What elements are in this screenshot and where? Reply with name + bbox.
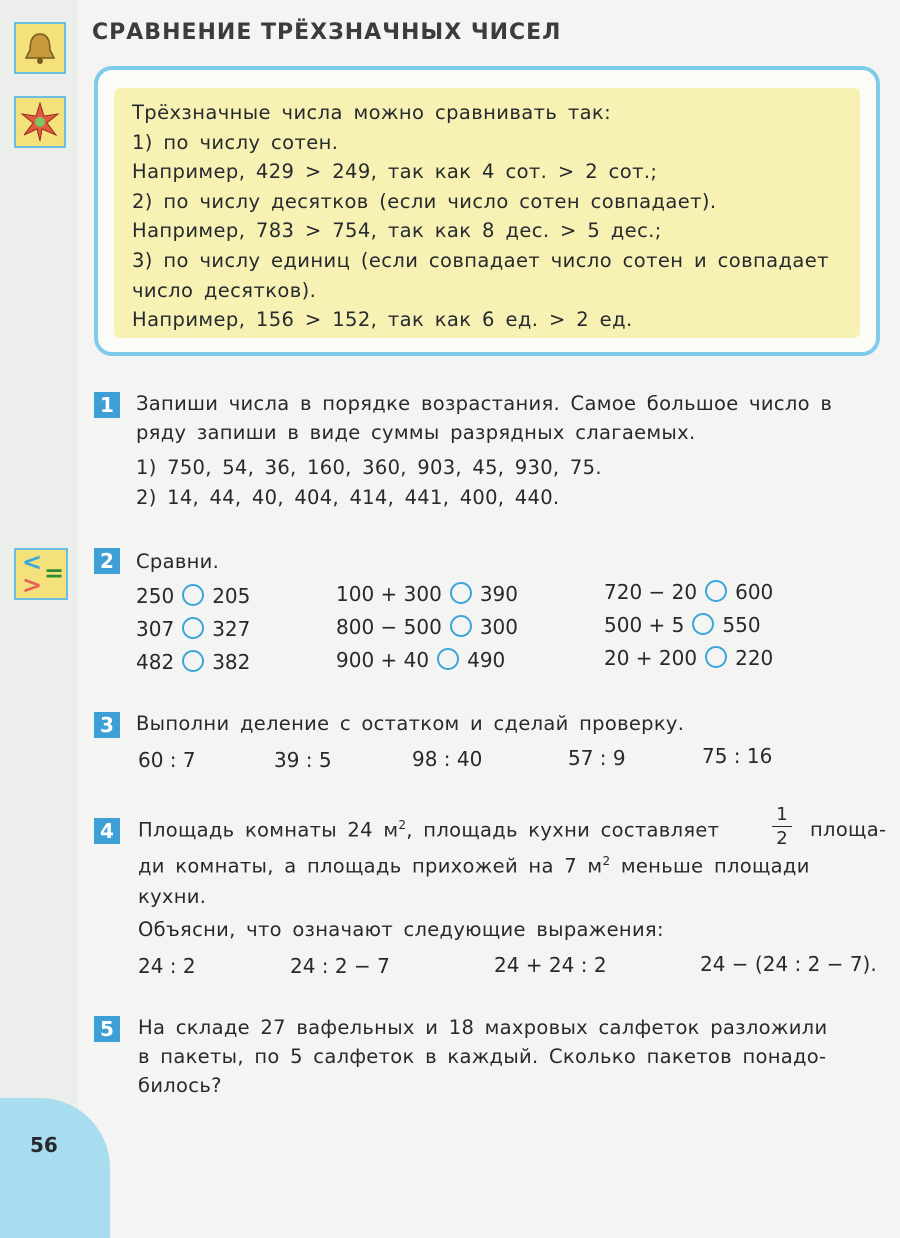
task-number: 5 <box>94 1016 120 1042</box>
task4-text: площа- <box>810 818 887 841</box>
division-item: 98 : 40 <box>412 747 483 771</box>
answer-circle[interactable] <box>692 613 714 635</box>
task-number: 2 <box>94 548 120 574</box>
task5-text: билось? <box>138 1074 222 1097</box>
expression: 24 + 24 : 2 <box>494 953 607 977</box>
compare-item: 800 − 500 300 <box>336 615 519 639</box>
task1-text: ряду запиши в виде суммы разрядных слагаемых. <box>136 421 696 444</box>
task-number: 1 <box>94 392 120 418</box>
compare-item: 720 − 20 600 <box>604 580 774 604</box>
task4-text: ди комнаты, а площадь прихожей на 7 $м^2$ меньше площади <box>138 854 810 878</box>
expression: 24 : 2 − 7 <box>290 954 390 978</box>
task-number: 3 <box>94 712 120 738</box>
task2-label: Сравни. <box>136 550 220 573</box>
answer-circle[interactable] <box>437 648 459 670</box>
answer-circle[interactable] <box>450 582 472 604</box>
task1-text: Запиши числа в порядке возрастания. Самое большое число в <box>136 392 833 415</box>
expression: 24 − (24 : 2 − 7). <box>700 952 877 976</box>
task1-row: 2) 14, 44, 40, 404, 414, 441, 400, 440. <box>136 486 560 509</box>
rule-line: 2) по числу десятков (если число сотен совпадает). <box>132 189 717 213</box>
compare-signs-icon <box>14 548 68 600</box>
rule-line: 3) по числу единиц (если совпадает число сотен и совпадает <box>132 248 829 272</box>
compare-item: 500 + 5 550 <box>604 613 761 637</box>
division-item: 75 : 16 <box>702 744 773 768</box>
compare-item: 482 382 <box>136 650 251 674</box>
fraction-one-half: 1 2 <box>772 804 792 849</box>
task5-text: в пакеты, по 5 салфеток в каждый. Сколько пакетов понадо- <box>138 1045 827 1068</box>
task4-text: Объясни, что означают следующие выражения: <box>138 918 664 941</box>
equals-sign: = <box>44 559 65 587</box>
rule-line: 1) по числу сотен. <box>132 130 339 154</box>
task1-row: 1) 750, 54, 36, 160, 360, 903, 45, 930, 75. <box>136 456 602 479</box>
task-number: 4 <box>94 818 120 844</box>
compare-item: 100 + 300 390 <box>336 582 519 606</box>
task3-text: Выполни деление с остатком и сделай проверку. <box>136 712 685 735</box>
rule-text <box>132 98 829 335</box>
answer-circle[interactable] <box>182 650 204 672</box>
page-number: 56 <box>30 1133 58 1157</box>
page-title: СРАВНЕНИЕ ТРЁХЗНАЧНЫХ ЧИСЕЛ <box>92 20 562 45</box>
rule-line: Например, 429 > 249, так как 4 сот. > 2 сот.; <box>132 160 658 184</box>
task5-text: На складе 27 вафельных и 18 махровых салфеток разложили <box>138 1016 828 1039</box>
rule-line: Например, 156 > 152, так как 6 ед. > 2 ед. <box>132 308 633 332</box>
answer-circle[interactable] <box>705 646 727 668</box>
answer-circle[interactable] <box>450 615 472 637</box>
bell-icon <box>14 22 66 74</box>
star-icon <box>14 96 66 148</box>
greater-than-sign: > <box>22 571 43 599</box>
rule-line: Например, 783 > 754, так как 8 дес. > 5 дес.; <box>132 219 662 243</box>
division-item: 57 : 9 <box>568 746 626 770</box>
expression: 24 : 2 <box>138 954 196 978</box>
rule-line: Трёхзначные числа можно сравнивать так: <box>132 101 612 124</box>
compare-item: 307 327 <box>136 617 251 641</box>
division-item: 60 : 7 <box>138 748 196 772</box>
answer-circle[interactable] <box>705 580 727 602</box>
less-than-sign: < <box>22 548 43 576</box>
task4-text: Площадь комнаты 24 $м^2$, площадь кухни составляет <box>138 818 720 842</box>
rule-line: число десятков). <box>132 278 317 302</box>
division-item: 39 : 5 <box>274 748 332 772</box>
compare-item: 20 + 200 220 <box>604 646 774 670</box>
compare-item: 900 + 40 490 <box>336 648 506 672</box>
left-margin-strip <box>0 0 78 1200</box>
page-corner-tab <box>0 1098 110 1238</box>
answer-circle[interactable] <box>182 584 204 606</box>
compare-item: 250 205 <box>136 584 251 608</box>
task4-text: кухни. <box>138 885 207 908</box>
answer-circle[interactable] <box>182 617 204 639</box>
